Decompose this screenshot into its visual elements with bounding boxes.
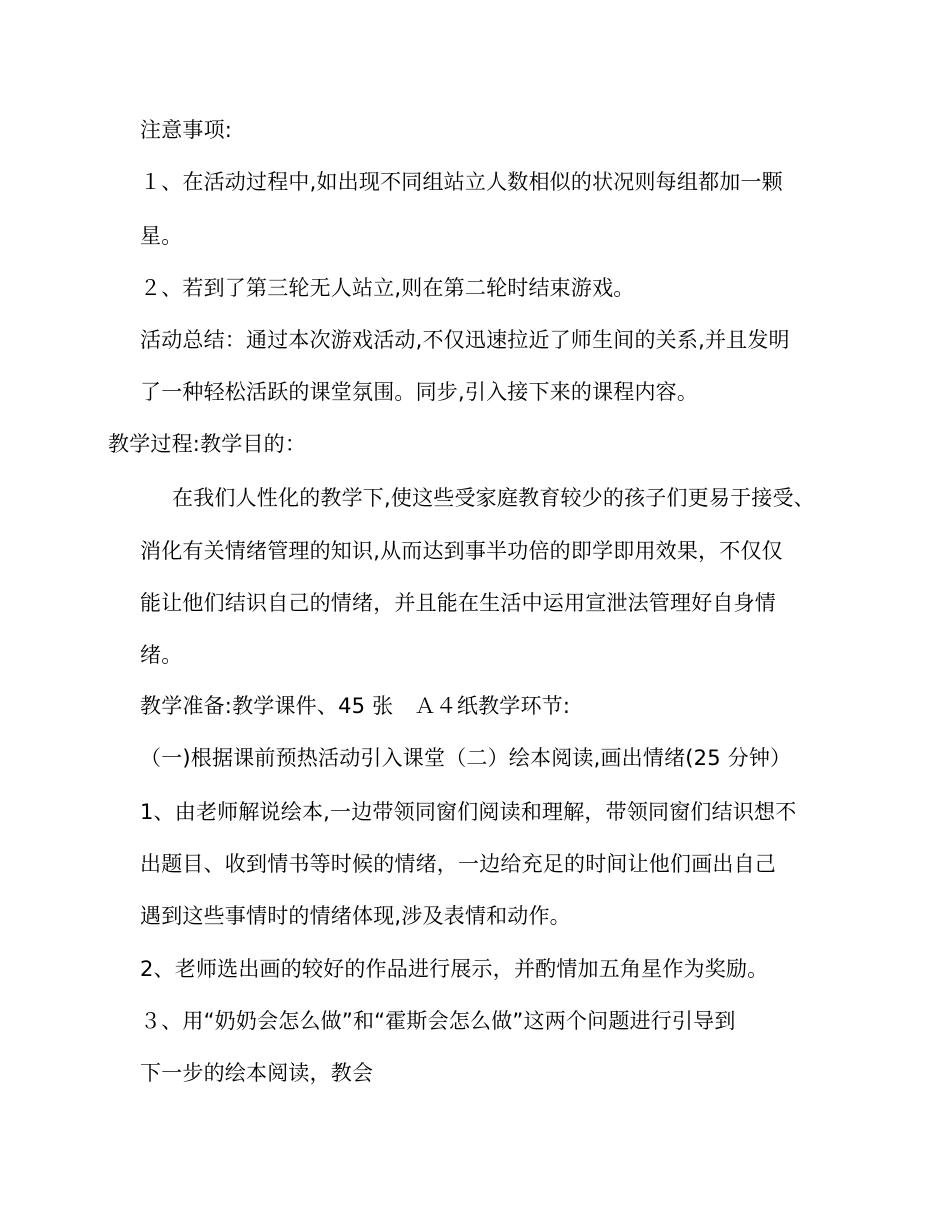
paragraph-line: 了一种轻松活跃的课堂氛围。同步,引入接下来的课程内容。 bbox=[140, 380, 699, 404]
paragraph-line: 1、由老师解说绘本,一边带领同窗们阅读和理解，带领同窗们结识想不 bbox=[140, 800, 797, 824]
paragraph-line: 绪。 bbox=[140, 643, 183, 667]
paragraph-line: 在我们人性化的教学下,使这些受家庭教育较少的孩子们更易于接受、 bbox=[172, 486, 815, 510]
paragraph-line: ２、若到了第三轮无人站立,则在第二轮时结束游戏。 bbox=[140, 276, 635, 300]
paragraph-line: 星。 bbox=[140, 224, 183, 248]
paragraph-line: １、在活动过程中,如出现不同组站立人数相似的状况则每组都加一颗 bbox=[140, 170, 783, 194]
paragraph-line: 教学准备:教学课件、45 张 Ａ４纸教学环节: bbox=[140, 694, 571, 718]
paragraph-line: 消化有关情绪管理的知识,从而达到事半功倍的即学即用效果，不仅仅 bbox=[140, 539, 783, 563]
paragraph-line: ３、用“奶奶会怎么做”和“霍斯会怎么做”这两个问题进行引导到 bbox=[140, 1009, 736, 1033]
paragraph-line: 下一步的绘本阅读，教会 bbox=[140, 1061, 374, 1085]
paragraph-line: 能让他们结识自己的情绪，并且能在生活中运用宣泄法管理好自身情 bbox=[140, 591, 776, 615]
paragraph-line: 出题目、收到情书等时候的情绪，一边给充足的时间让他们画出自己 bbox=[140, 852, 776, 876]
section-heading: 教学过程:教学目的： bbox=[108, 432, 307, 456]
paragraph-line: （一)根据课前预热活动引入课堂（二）绘本阅读,画出情绪(25 分钟） bbox=[140, 746, 792, 770]
paragraph-line: 遇到这些事情时的情绪体现,涉及表情和动作。 bbox=[140, 904, 571, 928]
paragraph-line: 2、老师选出画的较好的作品进行展示，并酌情加五角星作为奖励。 bbox=[140, 957, 769, 981]
paragraph-line: 活动总结：通过本次游戏活动,不仅迅速拉近了师生间的关系,并且发明 bbox=[140, 328, 790, 352]
notes-heading: 注意事项: bbox=[140, 118, 233, 142]
